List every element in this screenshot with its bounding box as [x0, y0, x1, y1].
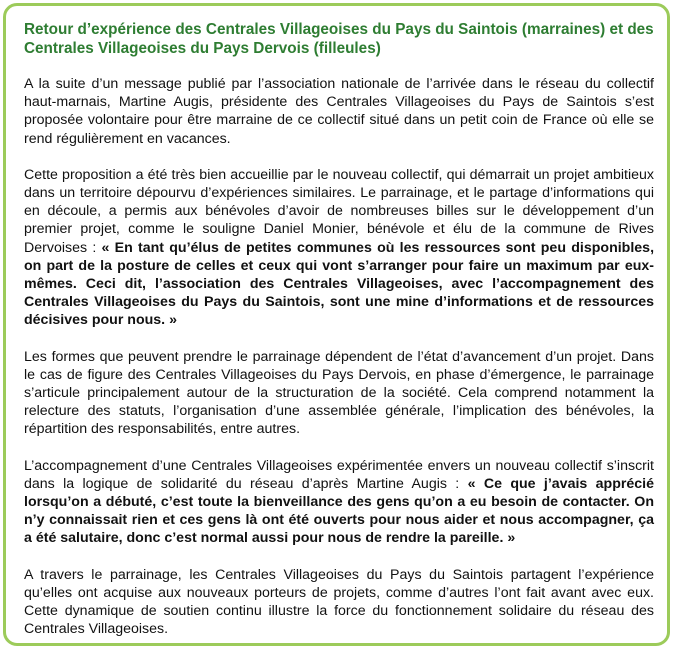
document-content — [24, 20, 654, 656]
paragraph-forms-text: Les formes que peuvent prendre le parrainage dépendent de l’état d’avancement d’un projet. Dans le cas de figure des Centrales Villageoises du Pays Dervois, en phase d’émergence, le parrainage s’articule principalement autour de la structuration de la société. Cela comprend notamment la relecture des statuts, l’organisation d’une assemblée générale, l’implication des bénévoles, la répartition des responsabilités, entre autres. — [24, 348, 654, 438]
paragraph-forms — [24, 348, 654, 439]
paragraph-solidarity-text: L’accompagnement d’une Centrales Villageoises expérimentée envers un nouveau collectif s’inscrit dans la logique de solidarité du réseau d’après Martine Augis : — [24, 457, 654, 492]
quote-martine-augis: « Ce que j’avais apprécié lorsqu’on a débuté, c’est toute la bienveillance des gens qu’on a eu besoin de contacter. On n’y connaissait rien et ces gens là ont été ouverts pour nous aider et nous accompagner, ça a été salutaire, donc c’est normal aussi pour nous de rendre la pareille. » — [24, 475, 654, 547]
paragraph-welcome — [24, 166, 654, 330]
paragraph-welcome-text: Cette proposition a été très bien accueillie par le nouveau collectif, qui démarrait un projet ambitieux dans un territoire dépourvu d’expériences similaires. Le parrainage, et le partage d’informations qui en découle, a permis aux bénévoles d’avoir de nombreuses billes sur le développement d’un premier projet, comme le souligne Daniel Monier, bénévole et élu de la commune de Rives Dervoises : — [24, 166, 654, 256]
paragraph-conclusion-text: A travers le parrainage, les Centrales Villageoises du Pays du Saintois partagent l’expérience qu’elles ont acquise aux nouveaux porteurs de projets, comme d’autres l’ont fait avant avec eux. Cette dynamique de soutien continu illustre la force du fonctionnement solidaire du réseau des Centrales Villageoises. — [24, 566, 654, 638]
quote-daniel-monier: « En tant qu’élus de petites communes où les ressources sont peu disponibles, on part de la posture de celles et ceux qui vont s’arranger pour faire un maximum par eux-mêmes. Ceci dit, l’association des Centrales Villageoises, avec l’accompagnement des Centrales Villageoises du Pays du Saintois, sont une mine d’informations et de ressources décisives pour nous. » — [24, 239, 655, 329]
paragraph-intro-text: A la suite d’un message publié par l’association nationale de l’arrivée dans le réseau du collectif haut-marnais, Martine Augis, présidente des Centrales Villageoises du Pays de Saintois s’est proposée volontaire pour être marraine de ce collectif situé dans un petit coin de France où elle se rend régulièrement en vacances. — [24, 76, 654, 147]
paragraph-intro — [24, 75, 654, 148]
paragraph-conclusion — [24, 566, 654, 639]
document-title: Retour d’expérience des Centrales Villageoises du Pays du Saintois (marraines) et des Centrales Villageoises du Pays Dervois (filleules) — [24, 21, 654, 57]
paragraph-solidarity — [24, 457, 654, 548]
